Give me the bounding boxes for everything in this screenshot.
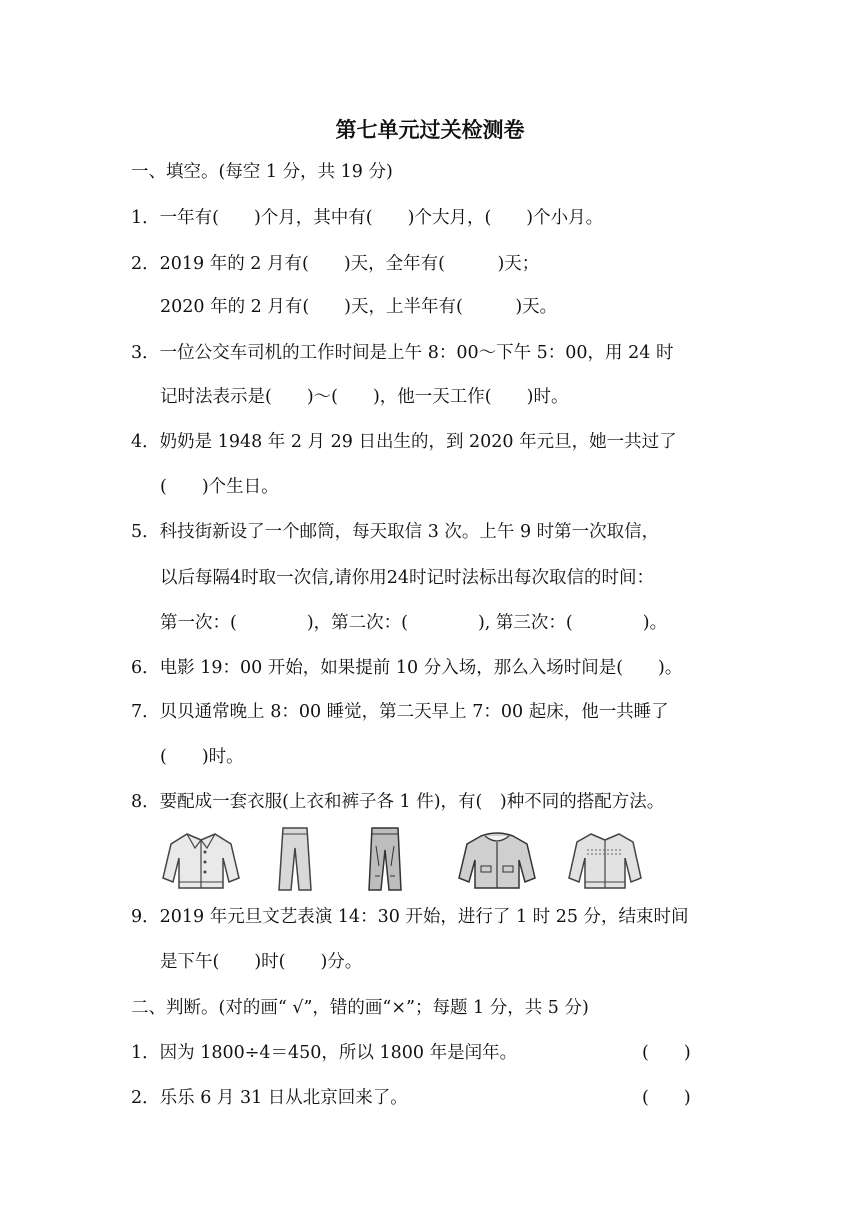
- question-5-line-3: 第一次：( )，第二次：( ), 第三次：( )。: [160, 613, 668, 633]
- question-5-line-1: 5．科技街新设了一个邮筒，每天取信 3 次。上午 9 时第一次取信，: [131, 522, 660, 542]
- section-1-heading: 一、填空。(每空 1 分，共 19 分): [131, 162, 393, 182]
- judge-question-2: 2．乐乐 6 月 31 日从北京回来了。: [131, 1088, 408, 1108]
- question-9-line-1: 9．2019 年元旦文艺表演 14：30 开始，进行了 1 时 25 分，结束时间: [131, 907, 689, 927]
- question-2-line-2: 2020 年的 2 月有( )天，上半年有( )天。: [160, 297, 558, 317]
- question-4-line-1: 4．奶奶是 1948 年 2 月 29 日出生的，到 2020 年元旦，她一共过了: [131, 432, 677, 452]
- question-7-line-2: ( )时。: [160, 747, 244, 767]
- section-2-heading: 二、判断。(对的画“ √”，错的画“×”；每题 1 分，共 5 分): [131, 998, 589, 1018]
- puffer-jacket-image: [457, 830, 537, 892]
- question-3-line-2: 记时法表示是( )～( )，他一天工作( )时。: [160, 387, 569, 407]
- question-8: 8．要配成一套衣服(上衣和裤子各 1 件)，有( )种不同的搭配方法。: [131, 792, 665, 812]
- question-3-line-1: 3．一位公交车司机的工作时间是上午 8：00～下午 5：00，用 24 时: [131, 343, 674, 363]
- jacket-image: [161, 828, 241, 892]
- answer-bracket-2: ( ): [642, 1088, 691, 1108]
- clothing-images: [155, 826, 655, 896]
- judge-question-1: 1．因为 1800÷4＝450，所以 1800 年是闰年。: [131, 1043, 518, 1063]
- question-9-line-2: 是下午( )时( )分。: [160, 952, 363, 972]
- question-2-line-1: 2．2019 年的 2 月有( )天，全年有( )天；: [131, 254, 540, 274]
- page-title: 第七单元过关检测卷: [335, 118, 525, 142]
- question-7-line-1: 7．贝贝通常晚上 8：00 睡觉，第二天早上 7：00 起床，他一共睡了: [131, 702, 669, 722]
- jeans-image: [367, 826, 403, 892]
- question-1: 1．一年有( )个月，其中有( )个大月，( )个小月。: [131, 208, 604, 228]
- question-5-line-2: 以后每隔4时取一次信,请你用24时记时法标出每次取信的时间：: [160, 568, 654, 588]
- answer-bracket-1: ( ): [642, 1043, 691, 1063]
- sweater-image: [567, 828, 643, 892]
- question-6: 6．电影 19：00 开始，如果提前 10 分入场，那么入场时间是( )。: [131, 658, 683, 678]
- question-4-line-2: ( )个生日。: [160, 477, 279, 497]
- pants-image: [277, 826, 313, 892]
